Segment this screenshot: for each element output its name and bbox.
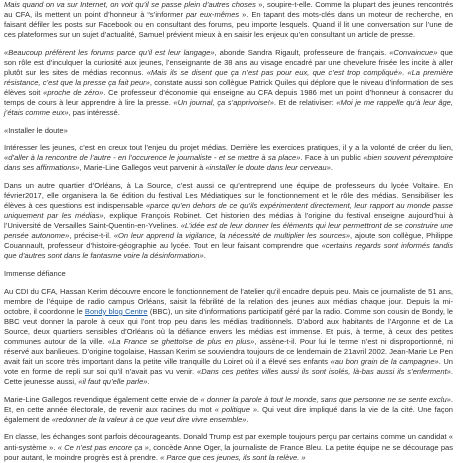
body-text: Dans un autre quartier d’Orléans, à La Source, c’est aussi ce qu’entreprend une équipe de professeurs du lycée Voltaire. En février2017, elle organisera la 6e édition du festival Les Médiatiques sur le fonctionnement et le rôle des médias. Sensibiliser les élèves à ces questions est indispensable [4, 181, 453, 211]
body-text: que son rôle est d’inculquer la curiosité aux jeunes, l’enseignante de 38 ans au visage encadré par une chevelure frisée les incite à aller plutôt sur les sites de médias reconnus. [4, 47, 453, 77]
quote-text: « politique » [214, 404, 258, 414]
quote-text: «certains regards sont informés tandis que d’autres sont dans le fantasme voire la désinformation» [4, 241, 453, 261]
quote-text: «On leur apprend la vigilance, la nécessité de multiplier les sources» [113, 231, 351, 241]
article-paragraph [4, 48, 453, 118]
body-text: , précise-t-il. [69, 231, 114, 241]
body-text: , explique François Robinet. Cet historien des médias à l’origine du festival enseigne aujourd’hui à l’Université de Versailles Saint-Quentin-en-Yvelines. [4, 211, 453, 231]
quote-text: «Mais ils se disent que ça n’est pas pour eux, que c’est trop compliqué» [146, 67, 403, 77]
body-text: . Face à un public [300, 153, 364, 163]
body-text: . [147, 377, 150, 387]
body-text: (BBC), un site d’informations participatif géré par la radio. Comme son cousin de Bondy, le BBC veut donner la parole à ceux qui l’ont trop peu dans les médias traditionnels. D’abord aux habitants de l’Argonne et de La Source, deux quartiers sensibles d’Orléans où la défiance envers les médias est immense. Et puis, à terme, à ceux des petites communes autour de la ville. [4, 306, 453, 346]
article-paragraph [4, 287, 453, 387]
body-text: », soupire-t-elle. Comme la plupart des jeunes rencontrés au CFA, ils mettent un point d’honneur à “s’informer [4, 0, 453, 20]
body-text: . Et, en cette année électorale, de revenir aux racines du mot [4, 394, 453, 414]
quote-text: par eux-mêmes [185, 10, 240, 20]
body-text: , concède Anne Oger, la journaliste de France Bleu. La petite équipe ne se décourage pas pour autant, le moindre progrès est à prendre. [4, 442, 454, 462]
body-text: , constate aussi son collègue Patrick Quiles qui déplore que le niveau d’information de ses élèves soit [4, 77, 453, 97]
article-paragraph [4, 0, 453, 40]
body-text: . [203, 251, 206, 261]
quote-text: « Parce que ces jeunes, ils sont la relève. » [160, 452, 306, 462]
body-text: . Un vote en forme de repli sur soi qu’il n’avait pas vu venir. [4, 357, 453, 377]
quote-text: «il faut qu’elle parle» [78, 377, 148, 387]
body-text: «Installer le doute» [4, 125, 68, 135]
section-heading [4, 269, 453, 279]
body-text: Au CDI du CFA, Hassan Kerim découvre encore le fonctionnement de l’atelier qu’il encadre depuis peu. Mais ce journaliste de 51 ans, membre de l’équipe de radio campus Orléans, saisit la fébrilité de la relation des jeunes aux médias chaque jour. Depuis la mi-octobre, il coordonne le [4, 286, 453, 316]
body-text: , pas intéressé. [68, 108, 120, 118]
body-text: . Et de relativiser: [273, 98, 337, 108]
quote-text: «Dans ces petites villes aussi ils sont isolés, là-bas aussi ils s’enferment» [197, 367, 451, 377]
quote-text: Mais quand on va sur Internet, on voit qu’il se passe plein d’autres choses [4, 0, 256, 9]
body-text: . [402, 67, 408, 77]
body-text: Immense défiance [4, 269, 66, 279]
quote-text: «Un journal, ça s’apprivoise!» [173, 98, 274, 108]
body-text: , Marie-Line Gallegos veut parvenir à [79, 163, 206, 173]
quote-text: «redonner de la valeur à ce que veut dire vivre ensemble» [51, 414, 247, 424]
quote-text: «installer le doute dans leur cerveau» [205, 163, 331, 173]
quote-text: «Moi je me rappelle qu’à leur âge, j’étais comme eux» [4, 98, 453, 118]
body-text: . [330, 163, 333, 173]
body-text: , ajoute son collègue, Philippe Couannault, professeur d’histoire-géographie au lycée. Tout en leur faisant comprendre que [4, 231, 453, 251]
bondy-blog-link[interactable]: Bondy blog Centre [84, 306, 148, 316]
body-text: . Qui veut dire impliqué dans la vie de la cité. Une façon également de [4, 404, 454, 424]
quote-text: «parce qu’en dehors de ce qu’ils expérimentent directement, leur rapport au monde passe uniquement par les médias» [4, 201, 453, 221]
body-text: . Ce professeur d’économie qui enseigne au CFA depuis 1986 met un point d’honneur à consacrer du temps de cours à leur apprendre à lire la presse. [4, 87, 453, 108]
quote-text: « donner la parole à tout le monde, sans que personne ne se sente exclu» [200, 394, 451, 404]
quote-text: « Ce n’est pas encore ça » [57, 442, 149, 452]
body-text: Intéresser les jeunes, c’est en creux tout l’enjeu du projet médias. Derrière les exercices pratiques, il y a la volonté de créer du lien, [4, 143, 453, 153]
quote-text: «proche de zéro» [43, 87, 104, 97]
quote-text: «La France se ghettoïse de plus en plus» [107, 336, 255, 346]
article-paragraph [4, 181, 453, 261]
body-text: ». En tapant des mots-clés dans un moteur de recherche, en faisant défiler les posts sur Facebook ou en consultant des forums, peu importe lesquels. Quand il lit une conversation sur l’une de ces plateformes sur un sujet d’actualité, Samuel prévient mieux à en saisir les enjeux qu’en consultant un article de presse. [4, 10, 453, 40]
body-text: En classe, les échanges sont parfois décourageants. Donald Trump est par exemple toujours perçu par certains comme un candidat « anti-système ». [4, 432, 453, 452]
quote-text: «au bon grain de la campagne» [330, 357, 439, 367]
body-text: Marie-Line Gallegos revendique également cette envie de [4, 394, 201, 404]
quote-text: «bien souvent péremptoire dans ses affirmations» [4, 153, 453, 173]
quote-text: «d’aller à la rencontre de l’autre - en l’occurence le journaliste - et se mettre à sa place» [4, 153, 301, 163]
quote-text: «L’idée est de leur donner les éléments qui leur permettront de se construire une pensée autonome» [4, 221, 453, 241]
body-text: . Cette jeunesse aussi, [4, 367, 453, 387]
article-paragraph [4, 143, 453, 173]
article-paragraph [4, 395, 453, 425]
quote-text: «Beaucoup préfèrent les forums parce qu’il est leur langage» [4, 47, 215, 57]
body-text: , abonde Sandra Rigault, professeure de français. [214, 47, 390, 57]
quote-text: «La première résistance, c’est que la presse ça fait peur» [4, 67, 453, 87]
section-heading [4, 126, 453, 136]
body-text: . [246, 414, 249, 424]
article-paragraph [4, 432, 453, 462]
body-text: , assène-t-il. Pour lui le terme n’est ni disproportionné, ni réservé aux banlieues. D’origine togolaise, Hassan Kerim se souviendra toujours de ce lendemain de 21avril 2002. Jean-Marie Le Pen avait fait un score très important dans la petite ville tranquille du Loiret où il a élevé ses enfants [4, 336, 453, 367]
quote-text: «Convaincue» [389, 47, 438, 57]
